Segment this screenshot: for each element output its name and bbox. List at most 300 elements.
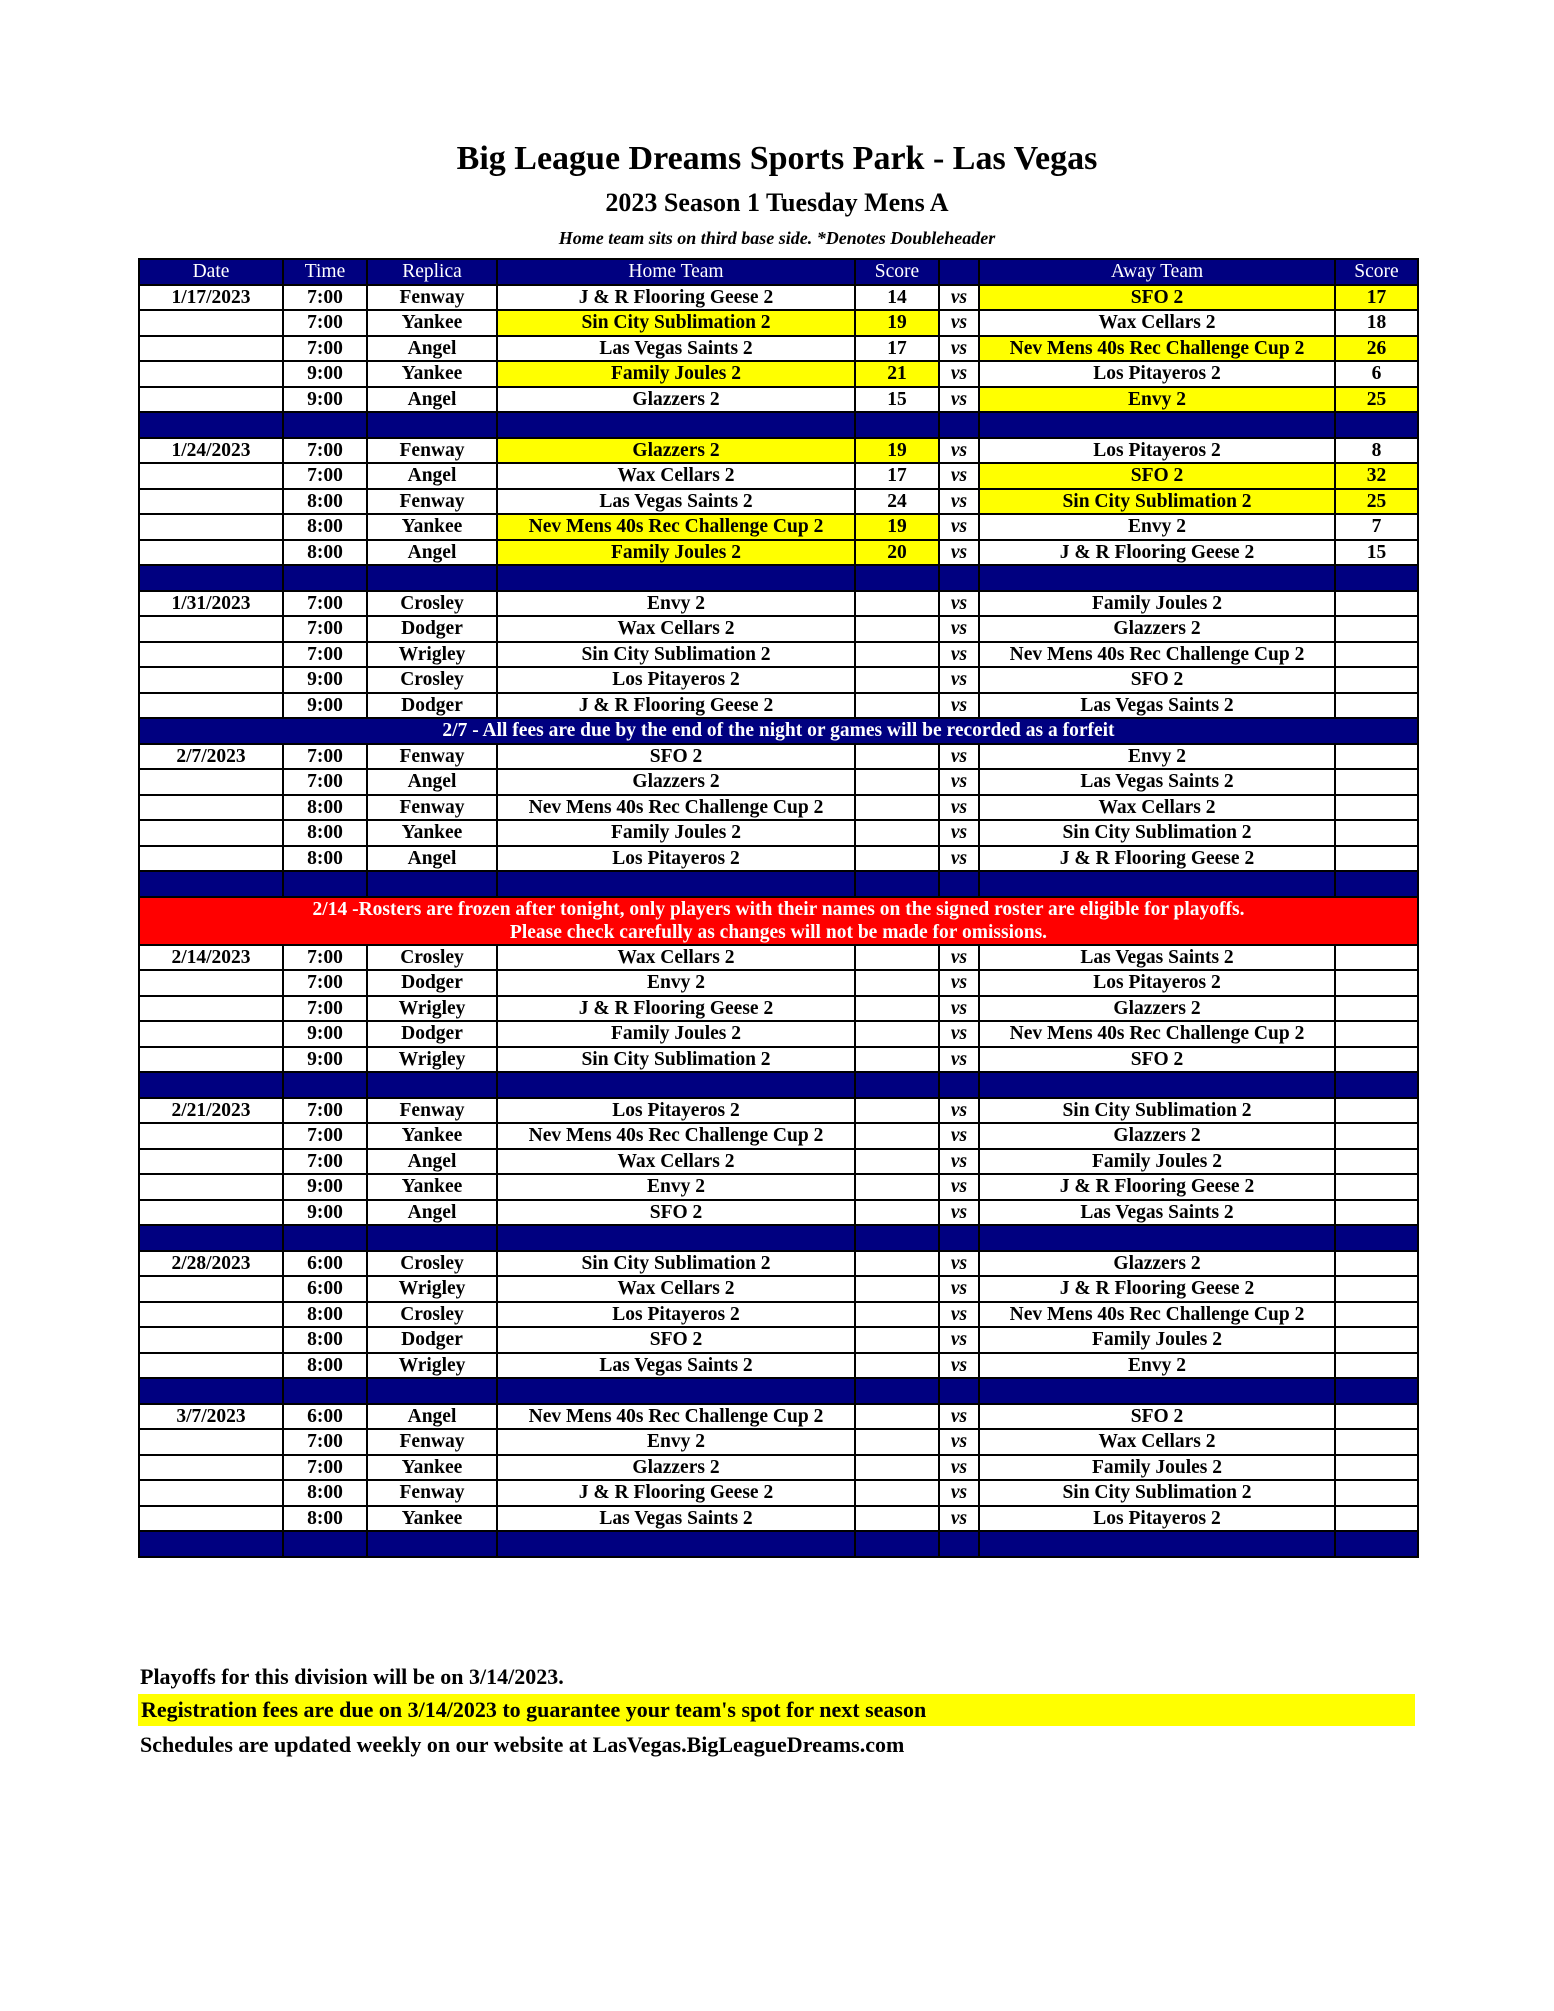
separator-cell — [367, 565, 497, 591]
game-field: Crosley — [367, 1251, 497, 1277]
away-team: Wax Cellars 2 — [979, 1429, 1335, 1455]
away-score — [1335, 1123, 1418, 1149]
away-team: Glazzers 2 — [979, 1123, 1335, 1149]
vs-label: vs — [939, 1149, 979, 1175]
vs-label: vs — [939, 693, 979, 719]
away-team: SFO 2 — [979, 667, 1335, 693]
roster-alert-row — [139, 897, 1418, 945]
game-row — [139, 667, 1418, 693]
home-team: Los Pitayeros 2 — [497, 846, 855, 872]
game-time: 7:00 — [283, 970, 367, 996]
home-team: Envy 2 — [497, 970, 855, 996]
home-score: 17 — [855, 463, 939, 489]
home-score: 17 — [855, 336, 939, 362]
separator-cell — [497, 565, 855, 591]
separator-cell — [939, 1072, 979, 1098]
page-title: Big League Dreams Sports Park - Las Vegas — [456, 140, 1098, 177]
col-header-away-team: Away Team — [979, 259, 1335, 285]
game-field: Crosley — [367, 945, 497, 971]
away-team: Las Vegas Saints 2 — [979, 769, 1335, 795]
game-row — [139, 489, 1418, 515]
separator-cell — [979, 412, 1335, 438]
home-team: Sin City Sublimation 2 — [497, 1047, 855, 1073]
game-time: 7:00 — [283, 616, 367, 642]
game-row — [139, 769, 1418, 795]
game-field: Yankee — [367, 310, 497, 336]
game-time: 8:00 — [283, 846, 367, 872]
away-score — [1335, 970, 1418, 996]
game-row — [139, 945, 1418, 971]
game-row — [139, 744, 1418, 770]
game-date — [139, 1429, 283, 1455]
col-header-home-score: Score — [855, 259, 939, 285]
game-time: 9:00 — [283, 1047, 367, 1073]
separator-cell — [139, 871, 283, 897]
game-time: 7:00 — [283, 310, 367, 336]
home-score — [855, 591, 939, 617]
game-row — [139, 1149, 1418, 1175]
game-date — [139, 795, 283, 821]
separator-cell — [979, 1225, 1335, 1251]
separator-cell — [283, 1531, 367, 1557]
away-team: Family Joules 2 — [979, 1455, 1335, 1481]
game-field: Angel — [367, 1149, 497, 1175]
separator-cell — [1335, 412, 1418, 438]
home-score — [855, 693, 939, 719]
game-row — [139, 1200, 1418, 1226]
separator-cell — [497, 1072, 855, 1098]
away-score — [1335, 846, 1418, 872]
away-team: Sin City Sublimation 2 — [979, 1480, 1335, 1506]
game-row — [139, 336, 1418, 362]
vs-label: vs — [939, 540, 979, 566]
home-team: Nev Mens 40s Rec Challenge Cup 2 — [497, 514, 855, 540]
separator-cell — [139, 1531, 283, 1557]
separator-cell — [979, 1531, 1335, 1557]
home-team: Sin City Sublimation 2 — [497, 310, 855, 336]
game-time: 9:00 — [283, 1200, 367, 1226]
separator-cell — [939, 1531, 979, 1557]
game-time: 9:00 — [283, 1174, 367, 1200]
away-team: Las Vegas Saints 2 — [979, 1200, 1335, 1226]
game-date — [139, 361, 283, 387]
home-score — [855, 945, 939, 971]
game-field: Yankee — [367, 1123, 497, 1149]
separator-cell — [497, 412, 855, 438]
game-time: 7:00 — [283, 1455, 367, 1481]
separator-cell — [1335, 1225, 1418, 1251]
week-separator-row — [139, 565, 1418, 591]
home-team: Nev Mens 40s Rec Challenge Cup 2 — [497, 1404, 855, 1430]
away-score — [1335, 820, 1418, 846]
game-field: Fenway — [367, 489, 497, 515]
game-date — [139, 769, 283, 795]
game-date — [139, 1327, 283, 1353]
home-score — [855, 820, 939, 846]
away-score — [1335, 642, 1418, 668]
vs-label: vs — [939, 1480, 979, 1506]
home-team: Las Vegas Saints 2 — [497, 336, 855, 362]
vs-label: vs — [939, 970, 979, 996]
vs-label: vs — [939, 820, 979, 846]
game-row — [139, 1123, 1418, 1149]
game-time: 7:00 — [283, 769, 367, 795]
separator-cell — [855, 565, 939, 591]
away-team: Los Pitayeros 2 — [979, 970, 1335, 996]
home-score — [855, 970, 939, 996]
away-team: Los Pitayeros 2 — [979, 361, 1335, 387]
home-team: Nev Mens 40s Rec Challenge Cup 2 — [497, 795, 855, 821]
game-time: 7:00 — [283, 744, 367, 770]
game-row — [139, 795, 1418, 821]
website-note: Schedules are updated weekly on our website at LasVegas.BigLeagueDreams.com — [140, 1732, 905, 1757]
game-date — [139, 846, 283, 872]
away-score — [1335, 1327, 1418, 1353]
game-time: 7:00 — [283, 1149, 367, 1175]
vs-label: vs — [939, 310, 979, 336]
schedule-body — [139, 285, 1418, 1557]
home-score — [855, 795, 939, 821]
game-row — [139, 285, 1418, 311]
game-time: 8:00 — [283, 514, 367, 540]
home-score: 19 — [855, 310, 939, 336]
separator-cell — [283, 1378, 367, 1404]
game-date — [139, 1480, 283, 1506]
game-field: Angel — [367, 463, 497, 489]
separator-cell — [855, 1378, 939, 1404]
game-field: Dodger — [367, 970, 497, 996]
vs-label: vs — [939, 361, 979, 387]
col-header-away-score: Score — [1335, 259, 1418, 285]
away-score — [1335, 1174, 1418, 1200]
vs-label: vs — [939, 945, 979, 971]
game-field: Crosley — [367, 1302, 497, 1328]
vs-label: vs — [939, 387, 979, 413]
home-team: J & R Flooring Geese 2 — [497, 1480, 855, 1506]
game-date — [139, 463, 283, 489]
away-team: Los Pitayeros 2 — [979, 1506, 1335, 1532]
game-date — [139, 1047, 283, 1073]
page-subtitle: 2023 Season 1 Tuesday Mens A — [605, 188, 949, 217]
away-score — [1335, 693, 1418, 719]
vs-label: vs — [939, 1302, 979, 1328]
separator-cell — [855, 1531, 939, 1557]
game-field: Yankee — [367, 1174, 497, 1200]
game-date — [139, 996, 283, 1022]
game-field: Yankee — [367, 1506, 497, 1532]
away-score — [1335, 945, 1418, 971]
game-time: 8:00 — [283, 489, 367, 515]
game-time: 8:00 — [283, 820, 367, 846]
away-score: 7 — [1335, 514, 1418, 540]
col-header-replica: Replica — [367, 259, 497, 285]
game-row — [139, 693, 1418, 719]
home-team: J & R Flooring Geese 2 — [497, 285, 855, 311]
vs-label: vs — [939, 591, 979, 617]
away-score: 6 — [1335, 361, 1418, 387]
vs-label: vs — [939, 1123, 979, 1149]
away-team: SFO 2 — [979, 463, 1335, 489]
game-row — [139, 540, 1418, 566]
game-row — [139, 361, 1418, 387]
week-separator-row — [139, 1531, 1418, 1557]
separator-cell — [367, 1531, 497, 1557]
game-field: Fenway — [367, 438, 497, 464]
separator-cell — [1335, 565, 1418, 591]
separator-cell — [497, 1531, 855, 1557]
game-date: 2/21/2023 — [139, 1098, 283, 1124]
game-date — [139, 387, 283, 413]
away-team: Glazzers 2 — [979, 996, 1335, 1022]
separator-cell — [139, 1378, 283, 1404]
away-team: J & R Flooring Geese 2 — [979, 846, 1335, 872]
game-row — [139, 310, 1418, 336]
game-time: 7:00 — [283, 996, 367, 1022]
vs-label: vs — [939, 1429, 979, 1455]
home-team: J & R Flooring Geese 2 — [497, 693, 855, 719]
vs-label: vs — [939, 846, 979, 872]
game-field: Fenway — [367, 285, 497, 311]
separator-cell — [139, 412, 283, 438]
home-team: Envy 2 — [497, 591, 855, 617]
game-row — [139, 1047, 1418, 1073]
game-date — [139, 820, 283, 846]
away-score — [1335, 1429, 1418, 1455]
game-field: Dodger — [367, 1327, 497, 1353]
away-score — [1335, 1480, 1418, 1506]
separator-cell — [283, 1225, 367, 1251]
home-score — [855, 1480, 939, 1506]
game-field: Yankee — [367, 1455, 497, 1481]
game-row — [139, 1021, 1418, 1047]
away-team: Nev Mens 40s Rec Challenge Cup 2 — [979, 1021, 1335, 1047]
game-field: Fenway — [367, 1480, 497, 1506]
game-row — [139, 846, 1418, 872]
away-team: Family Joules 2 — [979, 1327, 1335, 1353]
home-score — [855, 1047, 939, 1073]
vs-label: vs — [939, 795, 979, 821]
game-field: Crosley — [367, 667, 497, 693]
game-time: 7:00 — [283, 1098, 367, 1124]
game-row — [139, 387, 1418, 413]
away-team: Sin City Sublimation 2 — [979, 489, 1335, 515]
col-header-date: Date — [139, 259, 283, 285]
separator-cell — [497, 871, 855, 897]
game-field: Fenway — [367, 1098, 497, 1124]
home-score — [855, 1276, 939, 1302]
vs-label: vs — [939, 642, 979, 668]
home-score — [855, 1455, 939, 1481]
game-field: Angel — [367, 1404, 497, 1430]
away-score — [1335, 1506, 1418, 1532]
separator-cell — [497, 1378, 855, 1404]
game-field: Wrigley — [367, 996, 497, 1022]
fees-notice-row — [139, 718, 1418, 744]
away-team: Family Joules 2 — [979, 1149, 1335, 1175]
vs-label: vs — [939, 744, 979, 770]
vs-label: vs — [939, 489, 979, 515]
away-score — [1335, 744, 1418, 770]
home-team: Wax Cellars 2 — [497, 945, 855, 971]
home-score — [855, 1123, 939, 1149]
home-score — [855, 996, 939, 1022]
week-separator-row — [139, 1225, 1418, 1251]
home-score — [855, 1174, 939, 1200]
game-row — [139, 1353, 1418, 1379]
game-date — [139, 310, 283, 336]
home-team: Sin City Sublimation 2 — [497, 1251, 855, 1277]
home-score — [855, 1353, 939, 1379]
separator-cell — [939, 565, 979, 591]
away-score: 15 — [1335, 540, 1418, 566]
home-score — [855, 667, 939, 693]
game-time: 9:00 — [283, 693, 367, 719]
home-score — [855, 1302, 939, 1328]
col-header-time: Time — [283, 259, 367, 285]
game-date — [139, 1506, 283, 1532]
vs-label: vs — [939, 996, 979, 1022]
away-score — [1335, 1404, 1418, 1430]
away-team: Sin City Sublimation 2 — [979, 820, 1335, 846]
game-date — [139, 1200, 283, 1226]
separator-cell — [979, 871, 1335, 897]
vs-label: vs — [939, 1021, 979, 1047]
home-team: Las Vegas Saints 2 — [497, 489, 855, 515]
separator-cell — [939, 871, 979, 897]
away-score — [1335, 1276, 1418, 1302]
away-score — [1335, 996, 1418, 1022]
home-team: Sin City Sublimation 2 — [497, 642, 855, 668]
away-team: Glazzers 2 — [979, 1251, 1335, 1277]
home-team: Wax Cellars 2 — [497, 1276, 855, 1302]
game-row — [139, 463, 1418, 489]
vs-label: vs — [939, 1404, 979, 1430]
away-team: Glazzers 2 — [979, 616, 1335, 642]
separator-cell — [855, 412, 939, 438]
separator-cell — [939, 1225, 979, 1251]
game-date: 2/28/2023 — [139, 1251, 283, 1277]
home-score — [855, 1149, 939, 1175]
game-row — [139, 1429, 1418, 1455]
roster-alert-line: 2/14 -Rosters are frozen after tonight, only players with their names on the signed roster are eligible for playoffs. — [312, 898, 1245, 920]
home-team: Las Vegas Saints 2 — [497, 1353, 855, 1379]
game-date — [139, 1276, 283, 1302]
week-separator-row — [139, 1072, 1418, 1098]
home-team: Family Joules 2 — [497, 540, 855, 566]
home-team: Wax Cellars 2 — [497, 616, 855, 642]
separator-cell — [979, 1072, 1335, 1098]
game-date — [139, 693, 283, 719]
game-time: 7:00 — [283, 438, 367, 464]
game-date: 2/14/2023 — [139, 945, 283, 971]
separator-cell — [855, 1072, 939, 1098]
home-team: Glazzers 2 — [497, 1455, 855, 1481]
game-row — [139, 1174, 1418, 1200]
vs-label: vs — [939, 336, 979, 362]
game-date — [139, 1149, 283, 1175]
home-score — [855, 642, 939, 668]
separator-cell — [1335, 1072, 1418, 1098]
away-team: Envy 2 — [979, 1353, 1335, 1379]
game-time: 7:00 — [283, 463, 367, 489]
away-score — [1335, 1353, 1418, 1379]
game-date — [139, 1021, 283, 1047]
game-time: 6:00 — [283, 1276, 367, 1302]
game-time: 7:00 — [283, 1429, 367, 1455]
home-team: Family Joules 2 — [497, 1021, 855, 1047]
game-time: 6:00 — [283, 1404, 367, 1430]
game-time: 7:00 — [283, 642, 367, 668]
game-field: Yankee — [367, 820, 497, 846]
home-score: 20 — [855, 540, 939, 566]
home-score — [855, 1506, 939, 1532]
home-team: Los Pitayeros 2 — [497, 1302, 855, 1328]
game-field: Angel — [367, 769, 497, 795]
game-date — [139, 336, 283, 362]
home-score — [855, 1327, 939, 1353]
roster-alert — [139, 897, 1418, 945]
home-team: Envy 2 — [497, 1174, 855, 1200]
vs-label: vs — [939, 1506, 979, 1532]
away-score — [1335, 591, 1418, 617]
game-date — [139, 1302, 283, 1328]
home-team: Nev Mens 40s Rec Challenge Cup 2 — [497, 1123, 855, 1149]
away-score: 8 — [1335, 438, 1418, 464]
home-score: 21 — [855, 361, 939, 387]
game-date — [139, 1353, 283, 1379]
separator-cell — [1335, 1378, 1418, 1404]
vs-label: vs — [939, 616, 979, 642]
game-row — [139, 438, 1418, 464]
game-row — [139, 1276, 1418, 1302]
away-score — [1335, 1302, 1418, 1328]
separator-cell — [367, 1378, 497, 1404]
game-row — [139, 970, 1418, 996]
game-time: 8:00 — [283, 795, 367, 821]
away-team: Wax Cellars 2 — [979, 310, 1335, 336]
game-date: 1/24/2023 — [139, 438, 283, 464]
separator-cell — [497, 1225, 855, 1251]
away-team: Nev Mens 40s Rec Challenge Cup 2 — [979, 1302, 1335, 1328]
away-score — [1335, 1021, 1418, 1047]
game-date: 1/31/2023 — [139, 591, 283, 617]
home-score — [855, 846, 939, 872]
home-team: SFO 2 — [497, 1200, 855, 1226]
home-score — [855, 1200, 939, 1226]
away-team: SFO 2 — [979, 1404, 1335, 1430]
away-score — [1335, 795, 1418, 821]
col-header-home-team: Home Team — [497, 259, 855, 285]
home-score — [855, 769, 939, 795]
away-team: Envy 2 — [979, 514, 1335, 540]
col-header-vs — [939, 259, 979, 285]
away-score: 17 — [1335, 285, 1418, 311]
vs-label: vs — [939, 667, 979, 693]
game-time: 8:00 — [283, 1480, 367, 1506]
home-team: Family Joules 2 — [497, 820, 855, 846]
separator-cell — [939, 1378, 979, 1404]
game-field: Wrigley — [367, 1353, 497, 1379]
away-team: J & R Flooring Geese 2 — [979, 1174, 1335, 1200]
separator-cell — [855, 1225, 939, 1251]
separator-cell — [367, 871, 497, 897]
week-separator-row — [139, 1378, 1418, 1404]
separator-cell — [283, 871, 367, 897]
away-score — [1335, 1200, 1418, 1226]
game-field: Fenway — [367, 1429, 497, 1455]
separator-cell — [979, 565, 1335, 591]
game-row — [139, 642, 1418, 668]
